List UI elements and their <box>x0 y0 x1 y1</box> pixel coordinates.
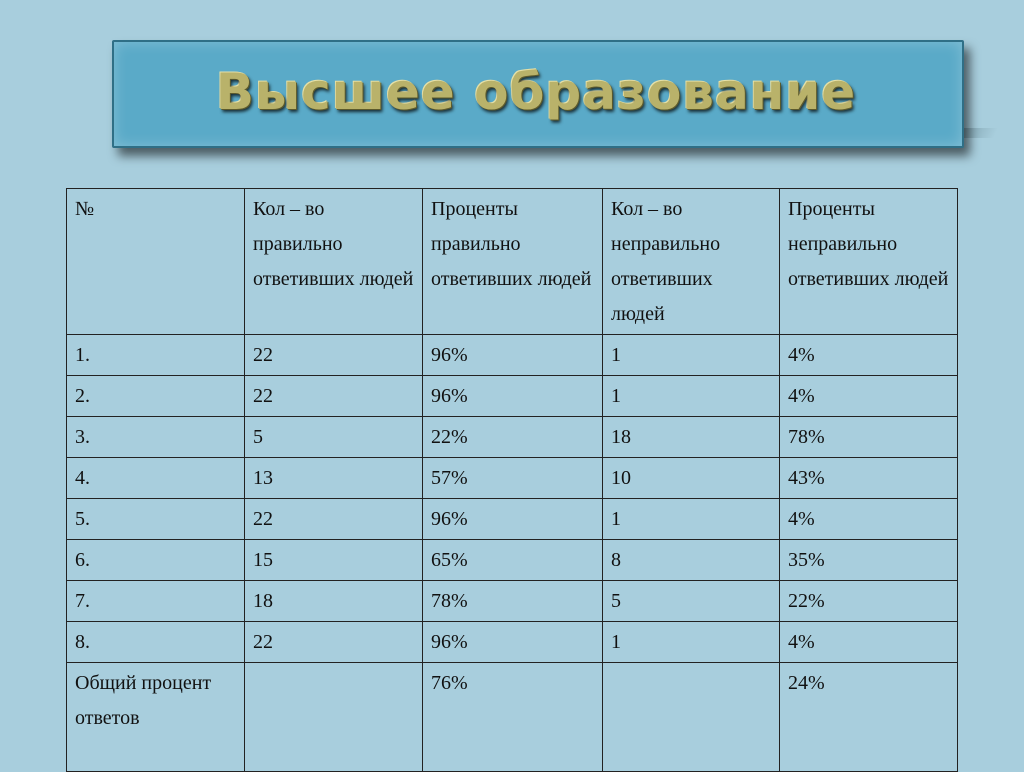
cell-incorrect-percent: 4% <box>780 499 958 540</box>
cell-correct-count: 18 <box>245 581 423 622</box>
cell-correct-percent: 96% <box>423 499 603 540</box>
cell-incorrect-count: 8 <box>603 540 780 581</box>
cell-total-correct-percent: 76% <box>423 663 603 772</box>
cell-incorrect-count: 18 <box>603 417 780 458</box>
table-row <box>67 376 958 417</box>
table-total-row <box>67 663 958 772</box>
cell-number: 7. <box>67 581 245 622</box>
table-row <box>67 335 958 376</box>
header-cell-correct-count: Кол – во правильно ответивших людей <box>245 189 423 335</box>
header-cell-incorrect-count: Кол – во неправильно ответивших людей <box>603 189 780 335</box>
cell-incorrect-percent: 43% <box>780 458 958 499</box>
cell-correct-percent: 96% <box>423 335 603 376</box>
results-table <box>66 188 958 772</box>
cell-correct-count: 13 <box>245 458 423 499</box>
cell-total-incorrect-percent: 24% <box>780 663 958 772</box>
table-row <box>67 417 958 458</box>
header-cell-correct-percent: Проценты правильно ответивших людей <box>423 189 603 335</box>
slide-title: Высшее образование <box>215 63 857 121</box>
cell-correct-count: 22 <box>245 622 423 663</box>
cell-incorrect-count: 1 <box>603 499 780 540</box>
table-row <box>67 540 958 581</box>
cell-number: 4. <box>67 458 245 499</box>
cell-total-incorrect-count <box>603 663 780 772</box>
cell-number: 1. <box>67 335 245 376</box>
cell-correct-count: 22 <box>245 376 423 417</box>
table-header-row <box>67 189 958 335</box>
cell-correct-count: 5 <box>245 417 423 458</box>
cell-incorrect-percent: 78% <box>780 417 958 458</box>
table-row <box>67 581 958 622</box>
cell-number: 2. <box>67 376 245 417</box>
cell-incorrect-count: 10 <box>603 458 780 499</box>
header-cell-incorrect-percent: Проценты неправильно ответивших людей <box>780 189 958 335</box>
cell-incorrect-count: 5 <box>603 581 780 622</box>
cell-number: 8. <box>67 622 245 663</box>
cell-correct-percent: 78% <box>423 581 603 622</box>
cell-incorrect-count: 1 <box>603 376 780 417</box>
cell-correct-count: 22 <box>245 335 423 376</box>
cell-correct-percent: 65% <box>423 540 603 581</box>
table-row <box>67 499 958 540</box>
cell-incorrect-percent: 4% <box>780 335 958 376</box>
cell-correct-percent: 57% <box>423 458 603 499</box>
cell-incorrect-percent: 4% <box>780 376 958 417</box>
cell-correct-percent: 96% <box>423 376 603 417</box>
cell-correct-percent: 22% <box>423 417 603 458</box>
cell-incorrect-percent: 22% <box>780 581 958 622</box>
cell-incorrect-count: 1 <box>603 622 780 663</box>
cell-correct-count: 15 <box>245 540 423 581</box>
table-row <box>67 622 958 663</box>
cell-total-correct-count <box>245 663 423 772</box>
header-cell-number: № <box>67 189 245 335</box>
cell-total-label: Общий процент ответов <box>67 663 245 772</box>
cell-number: 5. <box>67 499 245 540</box>
cell-incorrect-percent: 35% <box>780 540 958 581</box>
cell-number: 6. <box>67 540 245 581</box>
cell-correct-count: 22 <box>245 499 423 540</box>
cell-incorrect-percent: 4% <box>780 622 958 663</box>
cell-number: 3. <box>67 417 245 458</box>
cell-incorrect-count: 1 <box>603 335 780 376</box>
table-row <box>67 458 958 499</box>
cell-correct-percent: 96% <box>423 622 603 663</box>
